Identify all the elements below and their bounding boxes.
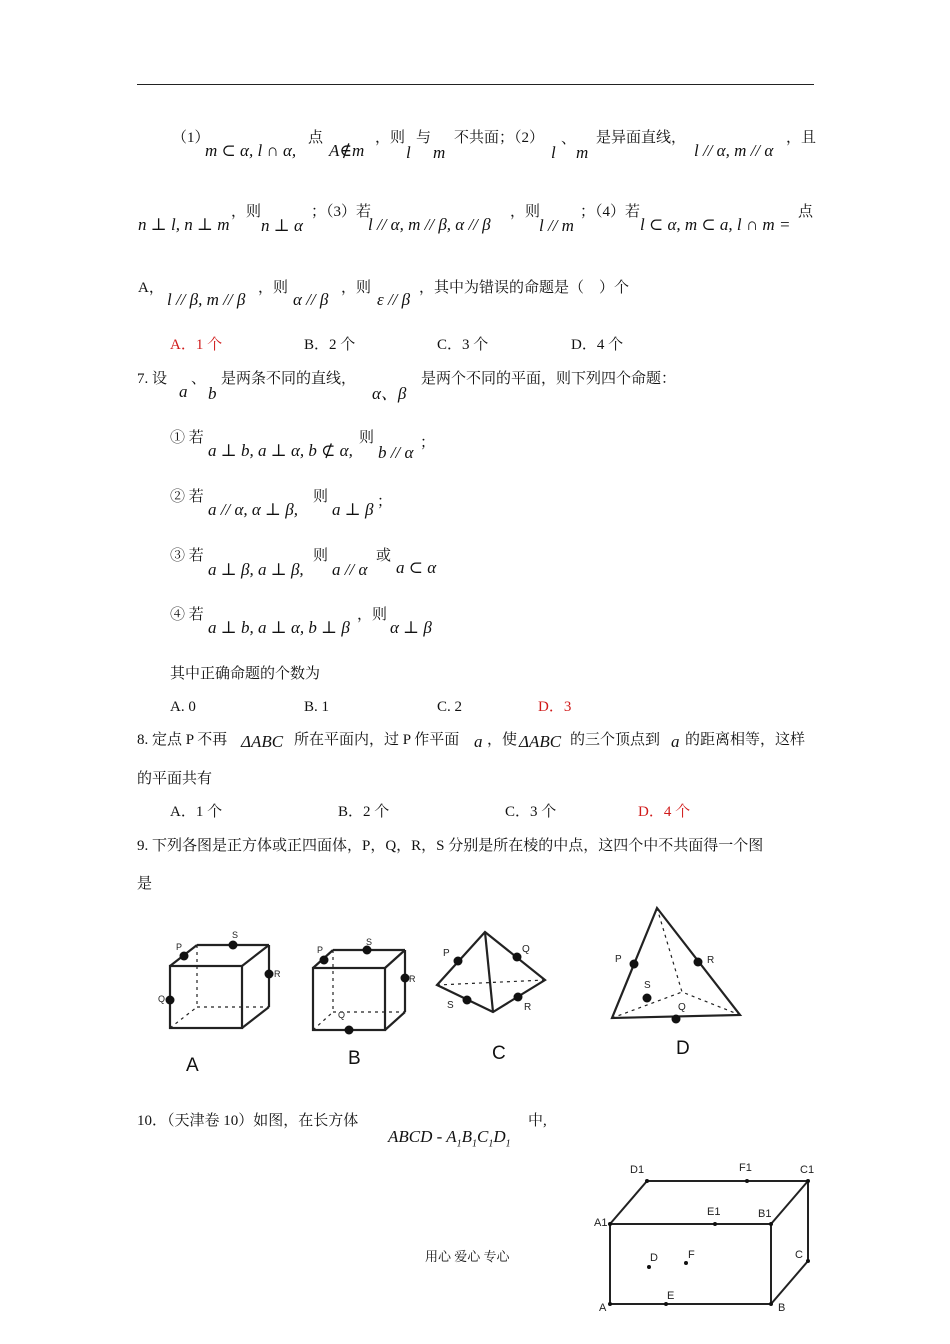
vertex-label-f1: F1 [739, 1162, 752, 1174]
vertex-label-c: C [795, 1249, 803, 1261]
q7-text: 则 [313, 489, 329, 505]
q7-math: α ⊥ β [390, 618, 432, 637]
q6-text: ，则 [510, 204, 541, 220]
figure-b-label-p: P [317, 945, 324, 955]
q6-math: l // m [539, 216, 574, 235]
figure-a-label-q: Q [158, 994, 166, 1004]
figure-label-d: D [676, 1038, 690, 1059]
q6-text: ，则 [375, 130, 406, 146]
figure-d-points [630, 958, 703, 1024]
q7-math: a [179, 382, 188, 401]
q6-text: 不共面；（2） [454, 130, 545, 146]
q6-math: l // α, m // β, α // β [368, 215, 491, 234]
q9-figures [150, 900, 770, 1090]
q10-cuboid-figure [590, 1155, 830, 1315]
q8-text: 的三个顶点到 [570, 732, 661, 748]
figure-d-label-p: P [615, 954, 622, 965]
q6-option-a: A．1 个 [170, 337, 223, 353]
figure-a-label-r: R [274, 969, 281, 979]
q8-option-a: A．1 个 [170, 804, 223, 820]
q6-text: A， [138, 280, 164, 296]
q6-text: ，且 [786, 130, 817, 146]
q6-math: m [576, 143, 589, 162]
q7-text: 则 [359, 430, 375, 446]
q7-text: 或 [376, 548, 392, 564]
q7-option-d: D．3 [538, 699, 572, 715]
page-footer: 用心 爱心 专心 [425, 1249, 510, 1264]
q7-text: ； [377, 494, 393, 510]
q7-stem: 是两条不同的直线， [221, 371, 357, 387]
q7-item-3: ③ 若 [170, 548, 204, 564]
q7-math: b [208, 384, 217, 403]
q7-option-b: B. 1 [304, 699, 330, 715]
figure-label-a: A [186, 1055, 199, 1076]
q6-math: α // β [293, 290, 329, 309]
q7-math: α、β [372, 384, 407, 403]
vertex-label-a1: A1 [594, 1217, 608, 1229]
header-rule [137, 84, 814, 85]
q7-math: a ⊂ α [396, 558, 437, 577]
q8-option-d: D．4 个 [638, 804, 691, 820]
q10-text: 10．（天津卷 10）如图，在长方体 [137, 1113, 359, 1129]
q6-math: n ⊥ α [261, 216, 303, 235]
q6-text: ，则 [258, 280, 289, 296]
q6-math: n ⊥ l, n ⊥ m [138, 215, 230, 234]
q10-math: ABCD - $A_1B_1C_1D_1$ [388, 1127, 511, 1150]
figure-b-label-r: R [409, 974, 416, 984]
q6-math: m [433, 143, 446, 162]
q8-math: ΔABC [241, 732, 284, 751]
figure-d-label-r: R [707, 955, 715, 966]
q7-item-4: ④ 若 [170, 607, 204, 623]
q6-text: 、 [561, 131, 577, 147]
vertex-label-e: E [667, 1290, 675, 1302]
q6-math: l ⊂ α, m ⊂ a, l ∩ m = [640, 215, 791, 234]
q6-text: （1） [172, 130, 210, 146]
q7-math: a ⊥ b, a ⊥ α, b ⊥ β [208, 618, 350, 637]
q7-option-c: C. 2 [437, 699, 463, 715]
q7-item-1: ① 若 [170, 430, 204, 446]
q7-stem: 是两个不同的平面，则下列四个命题： [421, 371, 677, 387]
q10-text: 中, [528, 1113, 547, 1129]
q6-math: l [406, 143, 411, 162]
q6-math: l [551, 143, 556, 162]
q6-text: 点 [308, 130, 324, 146]
figure-label-b: B [348, 1048, 361, 1069]
q8-math: ΔABC [519, 732, 562, 751]
q8-math: a [474, 732, 483, 751]
q8-text: ，使 [487, 732, 518, 748]
q7-stem: 、 [191, 371, 207, 387]
figure-c-label-q: Q [522, 944, 530, 955]
vertex-label-d1: D1 [630, 1164, 645, 1176]
figure-b-label-q: Q [338, 1010, 346, 1020]
q9-text: 是 [137, 876, 153, 892]
figure-b-label-s: S [366, 937, 373, 947]
q9-text: 9. 下列各图是正方体或正四面体，P，Q，R，S 分别是所在棱的中点，这四个中不共面得一个图 [137, 838, 764, 854]
vertex-label-d: D [650, 1252, 658, 1264]
q7-option-a: A. 0 [170, 699, 196, 715]
q8-math: a [671, 732, 680, 751]
q6-text: ；（3）若 [311, 204, 372, 220]
q7-text: 则 [313, 548, 329, 564]
q6-text: ，则 [341, 280, 372, 296]
q6-text: ，其中为错误的命题是（ ）个 [419, 280, 630, 296]
q6-math: ε // β [377, 290, 411, 309]
figure-d-label-s: S [644, 980, 651, 991]
q7-math: a ⊥ β, a ⊥ β, [208, 560, 304, 579]
q6-text: 与 [416, 130, 432, 146]
q7-math: b // α [378, 443, 414, 462]
vertex-label-b1: B1 [758, 1208, 772, 1220]
q6-text: 点 [798, 204, 814, 220]
q6-text: ，则 [231, 204, 262, 220]
figure-label-c: C [492, 1043, 506, 1064]
q7-math: a // α, α ⊥ β, [208, 500, 298, 519]
q8-text: 的平面共有 [137, 771, 213, 787]
figure-c-label-s: S [447, 1000, 454, 1011]
vertex-label-f: F [688, 1249, 695, 1261]
figure-c-label-p: P [443, 948, 450, 959]
q6-math: l // α, m // α [694, 141, 774, 160]
figure-d-label-q: Q [678, 1002, 686, 1013]
q6-math: A∉m [329, 141, 365, 160]
q7-math: a // α [332, 560, 368, 579]
q6-option-c: C．3 个 [437, 337, 489, 353]
q8-text: 的距离相等，这样 [685, 732, 806, 748]
q8-text: 8. 定点 P 不再 [137, 732, 228, 748]
vertex-label-e1: E1 [707, 1206, 721, 1218]
figure-a-label-s: S [232, 930, 239, 940]
q8-option-b: B．2 个 [338, 804, 390, 820]
q7-stem: 7. 设 [137, 371, 168, 387]
q6-math: l // β, m // β [167, 290, 246, 309]
q6-option-b: B．2 个 [304, 337, 356, 353]
q7-item-2: ② 若 [170, 489, 204, 505]
vertex-label-b: B [778, 1302, 786, 1314]
q7-math: a ⊥ b, a ⊥ α, b ⊄ α, [208, 441, 353, 460]
q6-option-d: D．4 个 [571, 337, 624, 353]
q7-text: ； [420, 435, 436, 451]
q7-math: a ⊥ β [332, 500, 374, 519]
vertex-label-a: A [599, 1302, 607, 1314]
q6-text: 是异面直线， [596, 130, 687, 146]
q7-text: ，则 [357, 607, 388, 623]
vertex-label-c1: C1 [800, 1164, 815, 1176]
q6-text: ；（4）若 [580, 204, 641, 220]
figure-a-label-p: P [176, 942, 183, 952]
figure-c-label-r: R [524, 1002, 532, 1013]
q6-math: m ⊂ α, l ∩ α, [205, 141, 297, 160]
q8-option-c: C．3 个 [505, 804, 557, 820]
q7-question: 其中正确命题的个数为 [170, 666, 321, 682]
q8-text: 所在平面内，过 P 作平面 [294, 732, 460, 748]
